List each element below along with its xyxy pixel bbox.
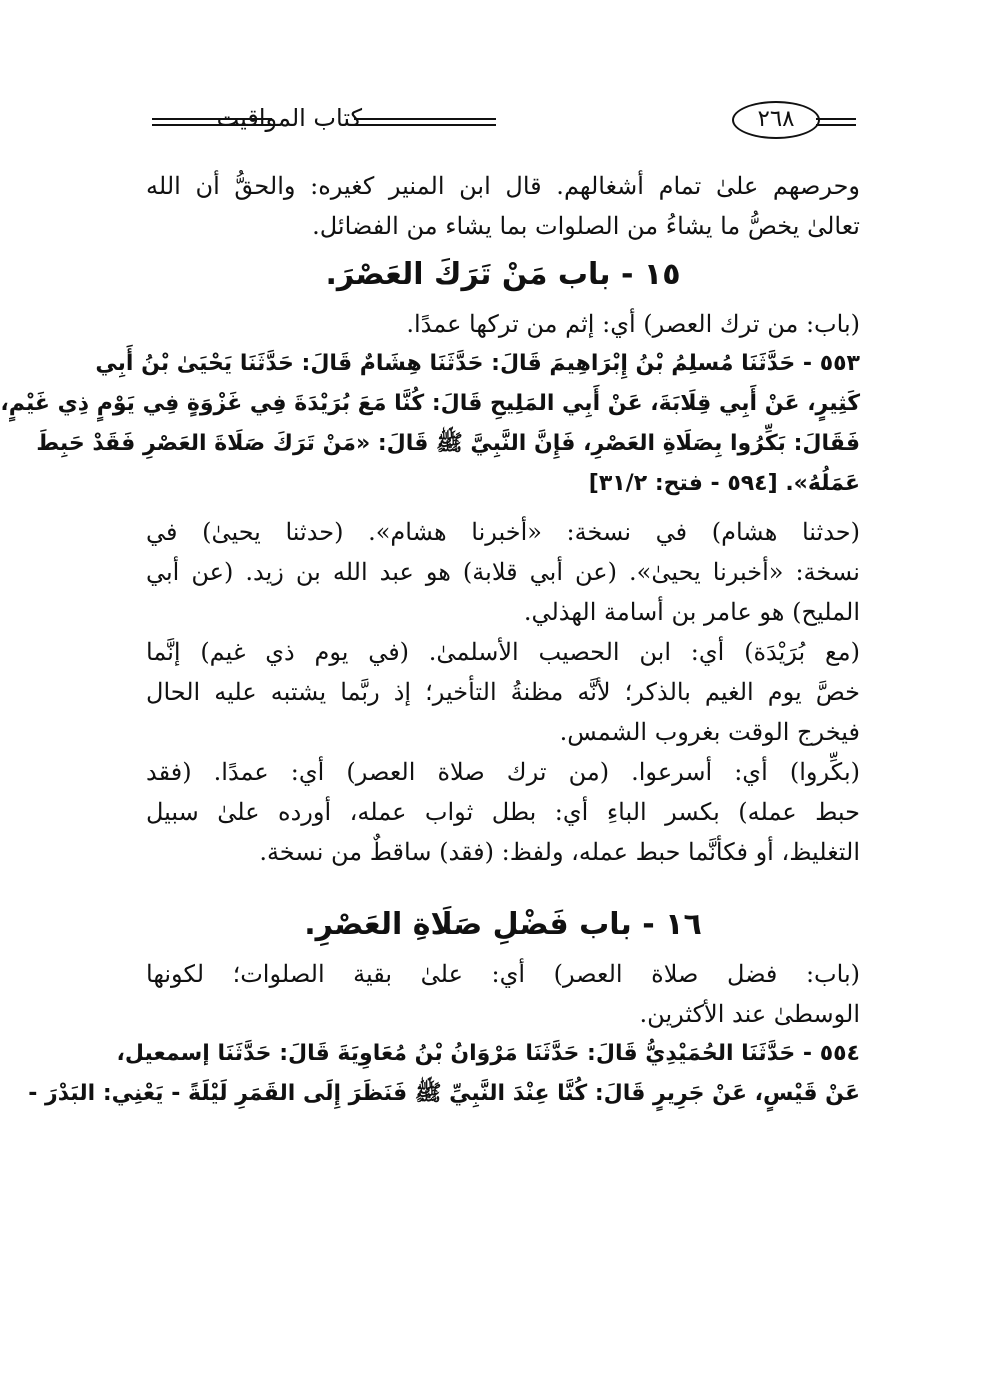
text-line: وحرصهم علىٰ تمام أشغالهم. قال ابن المنير كغيره: والحقُّ أن الله xyxy=(146,172,860,200)
running-header xyxy=(144,96,860,146)
commentary-paragraph xyxy=(146,632,860,752)
text-line: (حدثنا هشام) في نسخة: «أخبرنا هشام». (حدثنا يحيىٰ) في xyxy=(146,518,860,546)
chapter-heading-15: ١٥ - باب مَنْ تَرَكَ العَصْرَ. xyxy=(325,257,681,292)
page-body xyxy=(0,166,860,1114)
hadith-line: عَمَلُهُ». [٥٩٤ - فتح: ٣١/٢] xyxy=(588,471,860,496)
commentary-paragraph xyxy=(146,752,860,872)
intro-paragraph xyxy=(146,166,860,246)
text-line: فيخرج الوقت بغروب الشمس. xyxy=(559,718,860,746)
text-line: (مع بُرَيْدَة) أي: ابن الحصيب الأسلمىٰ. (في يوم ذي غيم) إنَّما xyxy=(146,638,860,666)
header-rule-right xyxy=(816,118,856,126)
hadith-553 xyxy=(0,344,860,504)
commentary-paragraph xyxy=(146,512,860,632)
text-line: المليح) هو عامر بن أسامة الهذلي. xyxy=(523,598,860,626)
book-title: كتاب المواقيت xyxy=(216,104,362,132)
hadith-line: ٥٥٤ - حَدَّثَنَا الحُمَيْدِيُّ قَالَ: حَدَّثَنَا مَرْوَانُ بْنُ مُعَاوِيَةَ قَالَ: حَدَّثَنَا إسمعيل، xyxy=(116,1041,860,1066)
hadith-line: عَنْ قَيْسٍ، عَنْ جَرِيرٍ قَالَ: كُنَّا عِنْدَ النَّبِيِّ ﷺ فَنَظَرَ إِلَى القَمَرِ لَيْلَةً - يَعْنِي: البَدْرَ - xyxy=(28,1081,860,1106)
text-line: نسخة: «أخبرنا يحيىٰ». (عن أبي قلابة) هو عبد الله بن زيد. (عن أبي xyxy=(146,558,860,586)
page-number: ٢٦٨ xyxy=(732,101,820,139)
hadith-line: كَثِيرٍ، عَنْ أَبِي قِلَابَةَ، عَنْ أَبِي المَلِيحِ قَالَ: كُنَّا مَعَ بُرَيْدَةَ فِي غَزْوَةٍ فِي يَوْمٍ ذِي غَيْمٍ، xyxy=(0,391,860,416)
text-line: التغليظ، أو فكأنَّما حبط عمله، ولفظ: (فقد) ساقطٌ من نسخة. xyxy=(259,838,860,866)
text-line: (بكِّروا) أي: أسرعوا. (من ترك صلاة العصر) أي: عمدًا. (فقد xyxy=(146,758,860,786)
header-rule-middle xyxy=(354,118,496,126)
text-line: خصَّ يوم الغيم بالذكر؛ لأنَّه مظنةُ التأخير؛ إذ ربَّما يشتبه عليه الحال xyxy=(146,678,860,706)
hadith-line: فَقَالَ: بَكِّرُوا بِصَلَاةِ العَصْرِ، فَإِنَّ النَّبِيَّ ﷺ قَالَ: «مَنْ تَرَكَ صَلَاةَ العَصْرِ فَقَدْ حَبِطَ xyxy=(36,431,860,456)
chapter-16-explanation xyxy=(146,954,860,1034)
text-line: (باب: فضل صلاة العصر) أي: علىٰ بقية الصلوات؛ لكونها xyxy=(146,960,860,988)
text-line: حبط عمله) بكسر الباءِ أي: بطل ثواب عمله، أورده علىٰ سبيل xyxy=(146,798,860,826)
chapter-heading-16: ١٦ - باب فَضْلِ صَلَاةِ العَصْرِ. xyxy=(304,907,702,942)
text-line: (باب: من ترك العصر) أي: إثم من تركها عمدًا. xyxy=(406,310,860,338)
hadith-line: ٥٥٣ - حَدَّثَنَا مُسلِمُ بْنُ إِبْرَاهِيمَ قَالَ: حَدَّثَنَا هِشَامٌ قَالَ: حَدَّثَنَا يَحْيَىٰ بْنُ أَبِي xyxy=(95,351,860,376)
chapter-15-explanation xyxy=(146,304,860,344)
text-line: تعالىٰ يخصُّ ما يشاءُ من الصلوات بما يشاء من الفضائل. xyxy=(312,212,860,240)
text-line: الوسطىٰ عند الأكثرين. xyxy=(639,1000,860,1028)
hadith-554 xyxy=(28,1034,860,1114)
